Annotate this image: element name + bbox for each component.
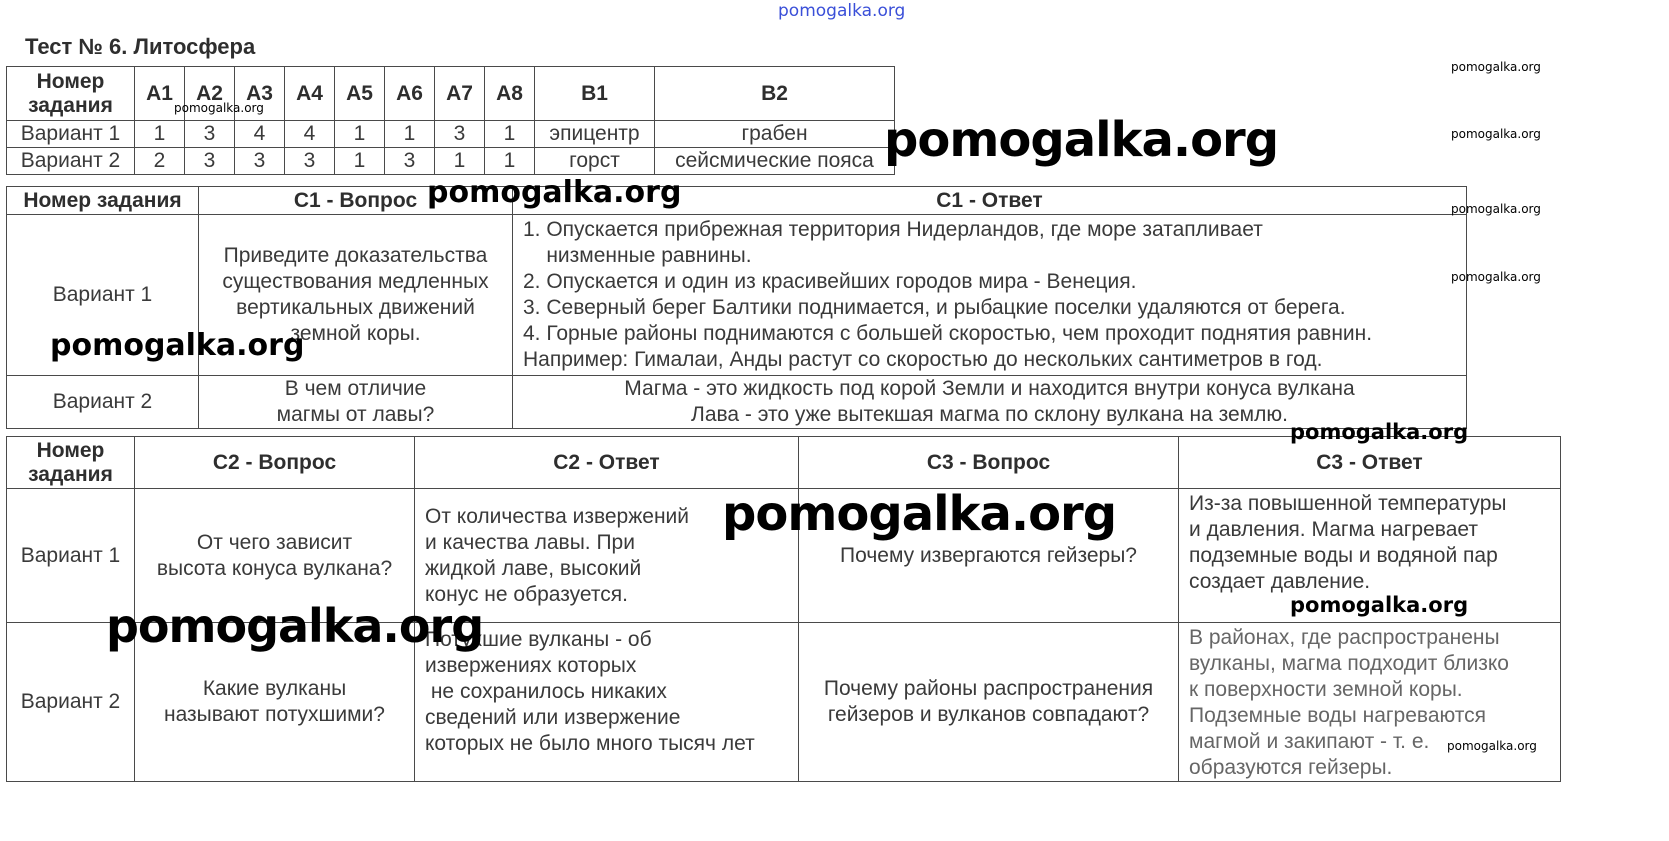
cell-a1: 2: [135, 148, 185, 175]
header-c3-answer: С3 - Ответ: [1179, 437, 1561, 489]
cell-b2: сейсмические пояса: [655, 148, 895, 175]
header-a4: А4: [285, 67, 335, 121]
header-c2-answer: С2 - Ответ: [415, 437, 799, 489]
cell-a8: 1: [485, 148, 535, 175]
page-title: Тест № 6. Литосфера: [25, 34, 256, 59]
c3-question: Почему районы распространения гейзеров и вулканов совпадают?: [799, 623, 1179, 782]
answer-line: Лава - это уже вытекшая магма по склону вулкана на землю.: [691, 403, 1288, 426]
cell-b2: грабен: [655, 121, 895, 148]
answers-table-c1: [6, 186, 1467, 429]
site-header-link[interactable]: pomogalka.org: [778, 1, 906, 21]
cell-a5: 1: [335, 121, 385, 148]
cell-a7: 3: [435, 121, 485, 148]
variant-label: Вариант 2: [7, 148, 135, 175]
cell-a2: 3: [185, 121, 235, 148]
variant-label: Вариант 2: [7, 623, 135, 782]
c2-question: Какие вулканы называют потухшими?: [135, 623, 415, 782]
c2-answer: Потухшие вулканы - об извержениях которых не сохранилось никаких сведений или извержение которых не было много тысяч лет: [415, 623, 799, 782]
c1-question: Приведите доказательства существования медленных вертикальных движений земной коры.: [199, 215, 513, 376]
answer-line: 1. Опускается прибрежная территория Нидерландов, где море затапливает: [523, 218, 1263, 241]
header-b2: В2: [655, 67, 895, 121]
watermark: pomogalka.org: [884, 112, 1279, 168]
cell-a8: 1: [485, 121, 535, 148]
watermark: pomogalka.org: [1447, 739, 1537, 753]
header-c3-question: С3 - Вопрос: [799, 437, 1179, 489]
variant-label: Вариант 1: [7, 121, 135, 148]
header-a6: А6: [385, 67, 435, 121]
c1-question: В чем отличие магмы от лавы?: [199, 376, 513, 429]
cell-a4: 4: [285, 121, 335, 148]
watermark: pomogalka.org: [106, 599, 484, 653]
answers-table-a-b: [6, 66, 895, 175]
table-row: [7, 121, 895, 148]
watermark: pomogalka.org: [1451, 202, 1541, 216]
cell-a5: 1: [335, 148, 385, 175]
watermark: pomogalka.org: [1451, 127, 1541, 141]
watermark: pomogalka.org: [722, 486, 1117, 542]
c3-answer: В районах, где распространены вулканы, магма подходит близко к поверхности земной коры. Подземные воды нагреваются магмой и закипают - т. е. образуются гейзеры.: [1179, 623, 1561, 782]
cell-b1: эпицентр: [535, 121, 655, 148]
answer-line: 3. Северный берег Балтики поднимается, и рыбацкие поселки удаляются от берега.: [523, 296, 1346, 319]
table-row: [7, 148, 895, 175]
watermark: pomogalka.org: [50, 328, 305, 363]
header-c1-answer: С1 - Ответ: [513, 187, 1467, 215]
header-c2-question: С2 - Вопрос: [135, 437, 415, 489]
cell-a4: 3: [285, 148, 335, 175]
cell-a7: 1: [435, 148, 485, 175]
answer-line: Магма - это жидкость под корой Земли и находится внутри конуса вулкана: [624, 377, 1355, 400]
cell-a1: 1: [135, 121, 185, 148]
header-c1-question: С1 - Вопрос: [199, 187, 513, 215]
header-a8: А8: [485, 67, 535, 121]
header-a2: А2: [185, 67, 235, 121]
answer-line: низменные равнины.: [523, 244, 752, 267]
header-a1: А1: [135, 67, 185, 121]
cell-a6: 3: [385, 148, 435, 175]
watermark: pomogalka.org: [1290, 593, 1469, 617]
answer-line: 2. Опускается и один из красивейших городов мира - Венеция.: [523, 270, 1137, 293]
cell-b1: горст: [535, 148, 655, 175]
watermark: pomogalka.org: [1451, 270, 1541, 284]
c3-answer: Из-за повышенной температуры и давления. Магма нагревает подземные воды и водяной пар создает давление.: [1179, 489, 1561, 623]
header-a5: А5: [335, 67, 385, 121]
variant-label: Вариант 1: [7, 215, 199, 376]
answer-line: Например: Гималаи, Анды растут со скоростью до нескольких сантиметров в год.: [523, 348, 1323, 371]
cell-a2: 3: [185, 148, 235, 175]
watermark: pomogalka.org: [1290, 420, 1469, 444]
table-row: [7, 376, 1467, 429]
c2-question: От чего зависит высота конуса вулкана?: [135, 489, 415, 623]
c1-answer: [513, 215, 1467, 376]
answer-line: 4. Горные районы поднимаются с большей скоростью, чем проходит поднятия равнин.: [523, 322, 1373, 345]
watermark: pomogalka.org: [1451, 60, 1541, 74]
header-a3: А3: [235, 67, 285, 121]
cell-a6: 1: [385, 121, 435, 148]
header-a7: А7: [435, 67, 485, 121]
c3-question: Почему извергаются гейзеры?: [799, 489, 1179, 623]
watermark: pomogalka.org: [427, 175, 682, 210]
header-b1: В1: [535, 67, 655, 121]
cell-a3: 3: [235, 148, 285, 175]
variant-label: Вариант 1: [7, 489, 135, 623]
cell-a3: 4: [235, 121, 285, 148]
header-task-number: Номер задания: [7, 67, 135, 121]
header-task-number: Номер задания: [7, 437, 135, 489]
variant-label: Вариант 2: [7, 376, 199, 429]
watermark: pomogalka.org: [174, 101, 264, 115]
c2-answer: От количества извержений и качества лавы. При жидкой лаве, высокий конус не образуется.: [415, 489, 799, 623]
header-task-number: Номер задания: [7, 187, 199, 215]
